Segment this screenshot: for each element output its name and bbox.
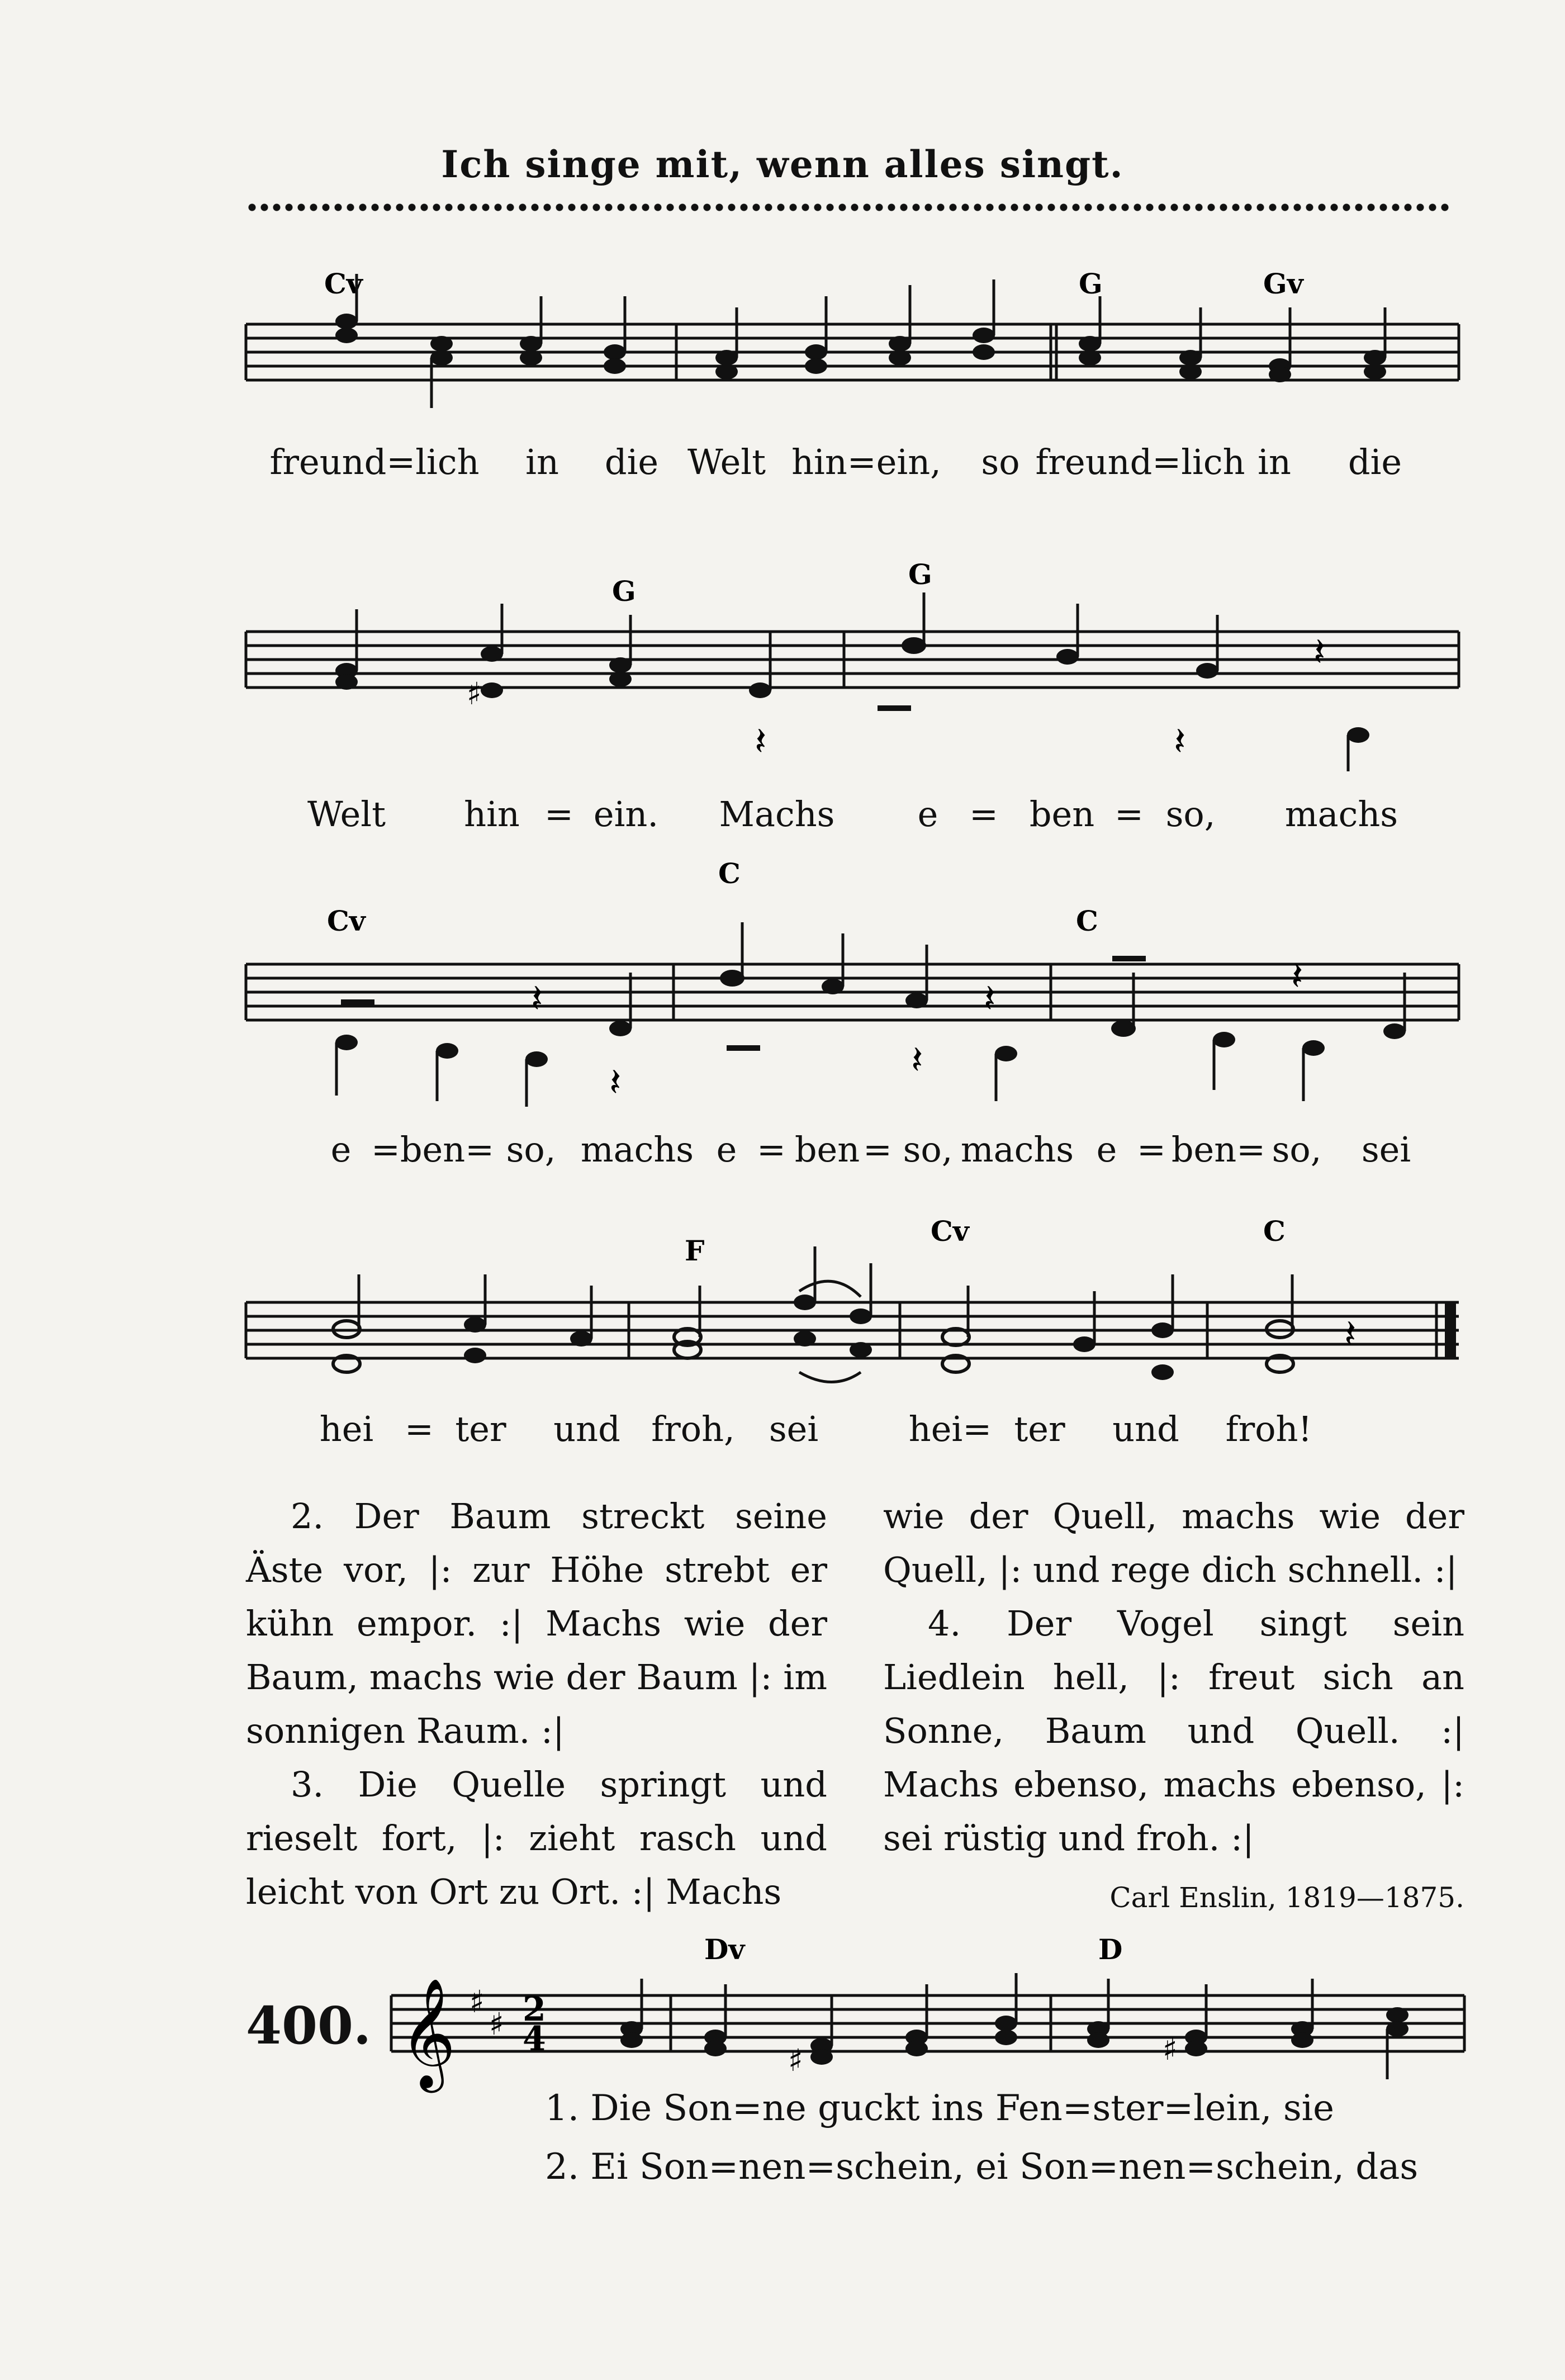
chord-g: G <box>1079 267 1103 300</box>
staff-system-1 <box>240 263 1470 442</box>
lyric-syllable: ein. <box>593 794 659 835</box>
song-400-verse-1: 1. Die Son=ne guckt ins Fen=ster=lein, sie <box>545 2088 1334 2129</box>
page-title: Ich singe mit, wenn alles singt. <box>441 143 1124 186</box>
lyric-syllable: hei <box>319 1409 374 1449</box>
author-attribution: Carl Enslin, 1819—1875. <box>1109 1881 1464 1914</box>
lyric-syllable: = <box>371 1129 400 1170</box>
lyric-syllable: freund=lich <box>269 442 480 482</box>
lyric-syllable: e <box>330 1129 352 1170</box>
lyric-syllable: Welt <box>307 794 386 835</box>
sharp-icon: ♯ <box>489 2006 504 2042</box>
lyric-syllable: ben= <box>1171 1129 1266 1170</box>
chord-c: C <box>1076 904 1098 937</box>
time-signature-bottom: 4 <box>523 2019 546 2059</box>
lyric-syllable: in <box>525 442 559 482</box>
svg-text:♯: ♯ <box>1163 2031 1178 2067</box>
lyric-syllable: so <box>981 442 1020 482</box>
lyric-syllable: ben= <box>400 1129 495 1170</box>
lyric-syllable: machs <box>580 1129 694 1170</box>
svg-text:𝄽: 𝄽 <box>531 975 543 1021</box>
lyric-syllable: = <box>969 794 998 835</box>
sharp-icon: ♯ <box>470 1984 485 2019</box>
lyric-syllable: ter <box>455 1409 506 1449</box>
verse-2: 2. Der Baum streckt seine Äste vor, |: zur Höhe strebt er kühn empor. :| Machs wie der Baum, machs wie der Baum |: im sonnigen Raum. :| <box>246 1496 827 1751</box>
svg-text:𝄽: 𝄽 <box>1313 629 1326 675</box>
lyric-syllable: in <box>1258 442 1291 482</box>
lyric-syllable: ben <box>794 1129 860 1170</box>
lyric-syllable: machs <box>960 1129 1074 1170</box>
chord-f: F <box>685 1234 705 1267</box>
lyric-syllable: = <box>757 1129 786 1170</box>
chord-g: G <box>612 575 636 608</box>
verse-4: 4. Der Vogel singt sein Liedlein hell, |: freut sich an Sonne, Baum und Quell. :| Machs ebenso, machs ebenso, |: sei rüstig und froh. :| <box>883 1603 1464 1859</box>
lyric-syllable: und <box>1112 1409 1179 1449</box>
lyric-syllable: hin <box>464 794 520 835</box>
lyric-syllable: hin=ein, <box>791 442 941 482</box>
lyric-syllable: ben <box>1029 794 1095 835</box>
lyric-syllable: sei <box>1361 1129 1411 1170</box>
lyric-syllable: e <box>917 794 938 835</box>
verses-right-column <box>883 1490 1464 1924</box>
chord-cv: Cv <box>327 904 366 937</box>
lyric-syllable: und <box>553 1409 620 1449</box>
chord-c: C <box>718 857 741 890</box>
song-number: 400. <box>246 1995 372 2056</box>
svg-text:𝄽: 𝄽 <box>755 718 767 764</box>
svg-text:𝄽: 𝄽 <box>984 975 996 1021</box>
verse-3: 3. Die Quelle springt und rieselt fort, |: zieht rasch und leicht von Ort zu Ort. :| Machs <box>246 1764 827 1912</box>
lyric-syllable: e <box>716 1129 737 1170</box>
svg-text:𝄽: 𝄽 <box>1344 1311 1357 1357</box>
verse-3-continued: wie der Quell, machs wie der Quell, |: und rege dich schnell. :| <box>883 1496 1464 1590</box>
lyric-syllable: sei <box>769 1409 819 1449</box>
staff-song-400 <box>386 1923 1476 2113</box>
staff-system-2 <box>240 553 1470 777</box>
lyric-syllable: die <box>1348 442 1402 482</box>
lyric-syllable: = <box>544 794 573 835</box>
svg-text:𝄽: 𝄽 <box>911 1037 923 1083</box>
lyric-syllable: e <box>1096 1129 1117 1170</box>
dotted-rule <box>246 201 1453 214</box>
time-signature-top: 2 <box>523 1990 546 2029</box>
lyric-syllable: die <box>604 442 659 482</box>
lyric-syllable: Welt <box>687 442 766 482</box>
verses-left-column <box>246 1490 827 1919</box>
lyric-syllable: hei= <box>908 1409 992 1449</box>
lyric-syllable: froh, <box>651 1409 735 1449</box>
lyric-syllable: so, <box>903 1129 953 1170</box>
staff-system-4 <box>240 1213 1470 1420</box>
lyric-syllable: so, <box>1165 794 1216 835</box>
staff-system-3 <box>240 857 1470 1118</box>
svg-text:♯: ♯ <box>467 676 482 712</box>
lyric-syllable: = <box>863 1129 892 1170</box>
song-400-verse-2: 2. Ei Son=nen=schein, ei Son=nen=schein, das <box>545 2146 1419 2188</box>
lyric-syllable: = <box>1115 794 1144 835</box>
lyric-syllable: freund=lich <box>1035 442 1245 482</box>
lyric-syllable: so, <box>1272 1129 1322 1170</box>
chord-d: D <box>1098 1933 1123 1966</box>
chord-cv: Cv <box>931 1215 969 1248</box>
lyric-syllable: = <box>405 1409 434 1449</box>
chord-c: C <box>1263 1215 1286 1248</box>
svg-text:𝄽: 𝄽 <box>1291 953 1303 999</box>
lyric-syllable: froh! <box>1225 1409 1312 1449</box>
chord-g: G <box>908 558 932 591</box>
svg-text:♯: ♯ <box>788 2042 803 2078</box>
lyric-syllable: = <box>1137 1129 1166 1170</box>
chord-gv: Gv <box>1263 267 1303 300</box>
lyric-syllable: so, <box>506 1129 556 1170</box>
lyric-syllable: ter <box>1014 1409 1065 1449</box>
lyric-syllable: machs <box>1284 794 1398 835</box>
chord-cv: Cv <box>324 267 363 300</box>
treble-clef-icon: 𝄞 <box>400 1978 456 2088</box>
lyric-syllable: Machs <box>719 794 835 835</box>
chord-dv: Dv <box>704 1933 745 1966</box>
svg-text:𝄽: 𝄽 <box>609 1059 622 1105</box>
svg-text:𝄽: 𝄽 <box>1174 718 1186 764</box>
